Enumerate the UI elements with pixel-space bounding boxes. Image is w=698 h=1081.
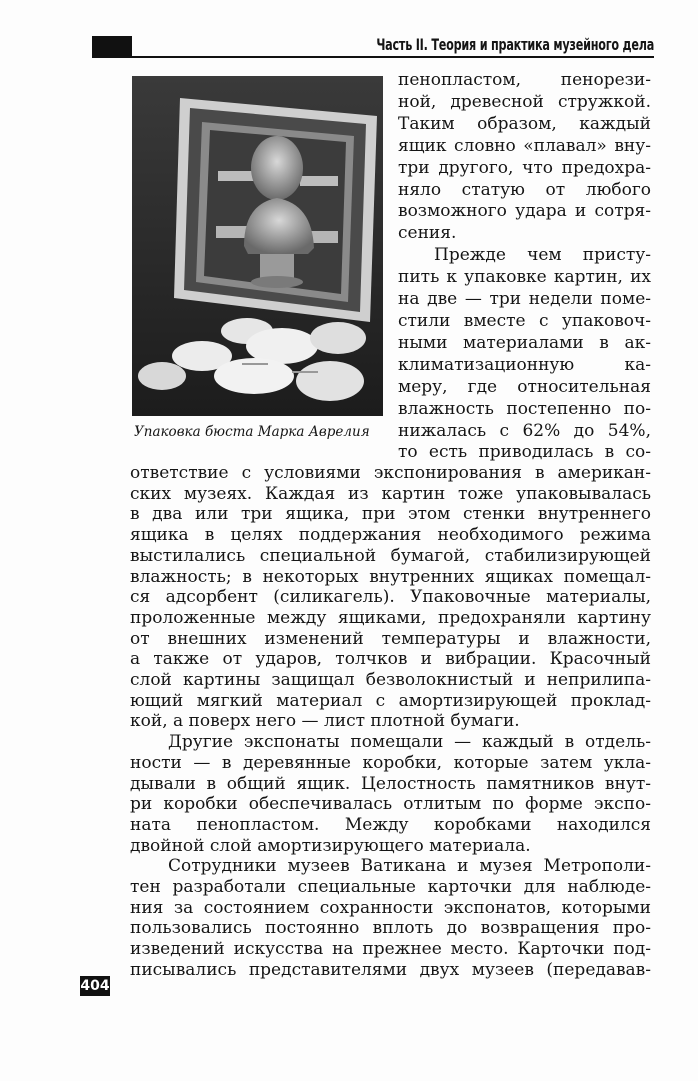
text-line: Сотрудники музеев Ватикана и музея Метрополи- (168, 856, 651, 877)
figure-caption: Упаковка бюста Марка Аврелия (134, 424, 370, 440)
text-line: влажность; в некоторых внутренних ящиках помещал- (130, 566, 651, 587)
bust-photo (132, 76, 383, 416)
text-line: выстилались специальной бумагой, стабилизирующей (130, 545, 651, 566)
running-header: Часть II. Теория и практика музейного дела (376, 35, 654, 54)
text-line: ри коробки обеспечивалась отлитым по форме экспо- (130, 794, 651, 815)
text-line: нижалась с 62% до 54%, (398, 420, 651, 441)
text-line: няло статую от любого (398, 179, 651, 200)
text-line: меру, где относительная (398, 376, 651, 397)
text-line: то есть приводилась в со- (398, 442, 651, 463)
text-line: Другие экспонаты помещали — каждый в отдель- (168, 732, 651, 753)
side-column-text (398, 70, 651, 464)
text-line: изведений искусства на прежнее место. Карточки под- (130, 939, 651, 960)
text-line: ящика в целях поддержания необходимого режима (130, 525, 651, 546)
text-line: двойной слой амортизирующего материала. (130, 835, 531, 856)
text-line: пользовались постоянно вплоть до возвращения про- (130, 918, 651, 939)
text-line: ными материалами в ак- (398, 332, 651, 353)
text-line: три другого, что предохра- (398, 157, 651, 178)
text-line: тен разработали специальные карточки для наблюде- (130, 877, 651, 898)
text-line: пить к упаковке картин, их (398, 267, 651, 288)
text-line: ответствие с условиями экспонирования в американ- (130, 463, 651, 483)
text-line: возможного удара и сотря- (398, 201, 651, 222)
text-line: пенопластом, пенорези- (398, 70, 651, 90)
text-line: в два или три ящика, при этом стенки внутреннего (130, 504, 651, 525)
text-line: дывали в общий ящик. Целостность памятников внут- (130, 773, 651, 794)
header-rule (92, 56, 654, 58)
text-line: а также от ударов, толчков и вибрации. Красочный (130, 649, 651, 670)
text-line: ности — в деревянные коробки, которые затем укла- (130, 752, 651, 773)
text-line: слой картины защищал безволокнистый и неприлипа- (130, 670, 651, 691)
main-text (130, 463, 651, 981)
text-line: проложенные между ящиками, предохраняли картину (130, 607, 651, 628)
page-number: 404 (80, 978, 110, 994)
text-line: ната пенопластом. Между коробками находился (130, 814, 651, 835)
text-line: климатизационную ка- (398, 354, 651, 375)
text-line: влажность постепенно по- (398, 398, 651, 419)
text-line: ских музеях. Каждая из картин тоже упаковывалась (130, 483, 651, 504)
text-line: ющий мягкий материал с амортизирующей проклад- (130, 690, 651, 711)
text-line: ния за состоянием сохранности экспонатов, которыми (130, 897, 651, 918)
text-line: ся адсорбент (силикагель). Упаковочные материалы, (130, 587, 651, 608)
text-line: стили вместе с упаковоч- (398, 310, 651, 331)
text-line: ной, древесной стружкой. (398, 91, 651, 112)
text-line: писывались представителями двух музеев (передавав- (130, 959, 651, 980)
header-marker (92, 36, 132, 56)
text-line: Прежде чем присту- (434, 245, 651, 266)
text-line: ящик словно «плавал» вну- (398, 135, 651, 156)
text-line: на две — три недели поме- (398, 289, 651, 310)
text-line: Таким образом, каждый (398, 113, 651, 134)
text-line: от внешних изменений температуры и влажности, (130, 628, 651, 649)
text-line: кой, а поверх него — лист плотной бумаги. (130, 711, 520, 732)
text-line: сения. (398, 223, 457, 244)
